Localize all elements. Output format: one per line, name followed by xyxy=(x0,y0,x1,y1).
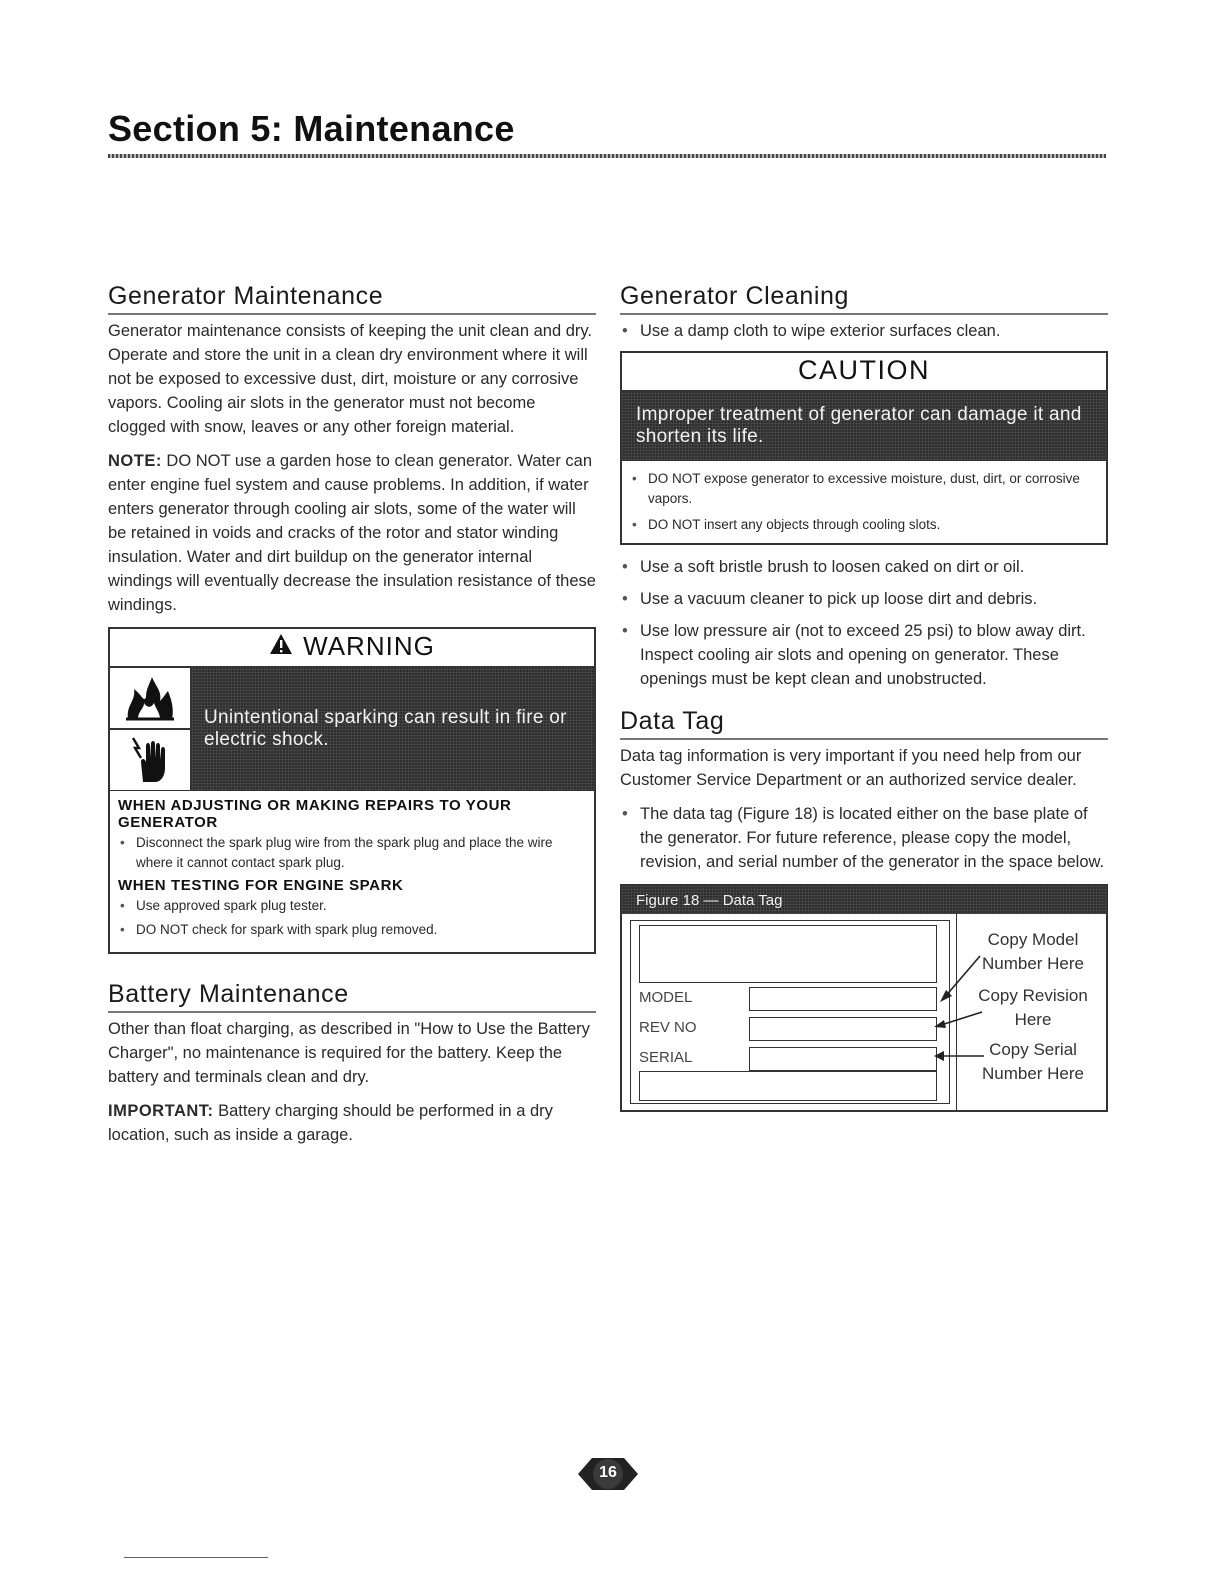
data-tag-figure xyxy=(620,884,1108,1112)
caution-list xyxy=(622,461,1106,543)
battery-maintenance-paragraph: Other than float charging, as described in "How to Use the Battery Charger", no maintenance is required for the battery. Keep the battery and terminals clean and dry. xyxy=(108,1020,590,1086)
caution-banner: Improper treatment of generator can damage it and shorten its life. xyxy=(622,390,1106,461)
callout-model: Copy Model Number Here xyxy=(981,930,1085,973)
caution-box xyxy=(620,351,1108,545)
figure-caption: Figure 18 — Data Tag xyxy=(622,886,1106,914)
page-number-badge xyxy=(578,1456,638,1492)
data-tag-paragraph: Data tag information is very important if you need help from our Customer Service Department or an authorized service dealer. xyxy=(620,747,1082,789)
electric-shock-hand-icon xyxy=(110,728,190,790)
serial-label: SERIAL xyxy=(639,1049,693,1066)
important-text: Battery charging should be performed in a dry location, such as inside a garage. xyxy=(108,1102,553,1144)
warning-sub-heading-repairs: WHEN ADJUSTING OR MAKING REPAIRS TO YOUR GENERATOR xyxy=(118,797,512,831)
list-item: • Disconnect the spark plug wire from the spark plug and place the wire where it cannot contact spark plug. xyxy=(118,833,586,873)
note-label: NOTE: xyxy=(108,452,162,470)
list-item: • The data tag (Figure 18) is located either on the base plate of the generator. For future reference, please copy the model, revision, and serial number of the generator in the space below. xyxy=(620,802,1108,874)
list-item: • Use a soft bristle brush to loosen caked on dirt or oil. xyxy=(620,555,1108,579)
list-item: • DO NOT check for spark with spark plug removed. xyxy=(118,920,586,940)
warning-banner: Unintentional sparking can result in fire or electric shock. xyxy=(192,668,594,790)
warning-sub-heading-spark: WHEN TESTING FOR ENGINE SPARK xyxy=(118,877,404,894)
warning-header xyxy=(110,629,594,668)
list-item: • DO NOT insert any objects through cooling slots. xyxy=(630,515,1098,535)
note-text: DO NOT use a garden hose to clean generator. Water can enter engine fuel system and cause problems. In addition, if water enters generator through cooling air slots, some of the water will be retained in voids and cracks of the rotor and stator winding insulation. Water and dirt buildup on the generator internal windings will eventually decrease the insulation resistance of these windings. xyxy=(108,452,596,614)
cleaning-list-bottom xyxy=(620,555,1108,691)
warning-body xyxy=(110,791,594,952)
title-rule xyxy=(108,154,1106,158)
footer-rule xyxy=(124,1557,268,1558)
list-item: • Use a vacuum cleaner to pick up loose dirt and debris. xyxy=(620,587,1108,611)
callout-revision: Copy Revision Here xyxy=(978,986,1088,1029)
warning-spark-list xyxy=(118,896,586,940)
warning-title: WARNING xyxy=(303,631,435,661)
warning-banner-row xyxy=(110,668,594,791)
page-number: 16 xyxy=(599,1464,617,1481)
left-column xyxy=(108,282,596,1157)
fire-icon xyxy=(110,668,190,728)
generator-cleaning-heading: Generator Cleaning xyxy=(620,282,1108,315)
list-item: • Use approved spark plug tester. xyxy=(118,896,586,916)
important-label: IMPORTANT: xyxy=(108,1102,214,1120)
cleaning-list-top xyxy=(620,319,1108,343)
warning-repairs-list xyxy=(118,833,586,873)
note-paragraph xyxy=(108,449,596,617)
list-item: • Use low pressure air (not to exceed 25 psi) to blow away dirt. Inspect cooling air slots and opening on generator. These openings must be kept clean and unobstructed. xyxy=(620,619,1108,691)
caution-title: CAUTION xyxy=(798,355,930,385)
warning-triangle-icon xyxy=(269,633,293,661)
warning-box xyxy=(108,627,596,954)
right-column xyxy=(620,282,1108,1112)
warning-icons xyxy=(110,668,192,790)
list-item: • DO NOT expose generator to excessive moisture, dust, dirt, or corrosive vapors. xyxy=(630,469,1098,509)
generator-maintenance-heading: Generator Maintenance xyxy=(108,282,596,315)
model-label: MODEL xyxy=(639,989,693,1006)
data-tag-heading: Data Tag xyxy=(620,707,1108,740)
callout-arrows xyxy=(622,914,1108,1110)
battery-maintenance-heading: Battery Maintenance xyxy=(108,980,596,1013)
figure-body xyxy=(622,914,1106,1110)
page-title: Section 5: Maintenance xyxy=(108,108,515,149)
data-tag-list xyxy=(620,802,1108,874)
generator-maintenance-paragraph: Generator maintenance consists of keeping the unit clean and dry. Operate and store the unit in a clean dry environment where it will not be exposed to excessive dust, dirt, moisture or any corrosive vapors. Cooling air slots in the generator must not become clogged with snow, leaves or any other foreign material. xyxy=(108,322,592,436)
important-paragraph xyxy=(108,1099,596,1147)
rev-no-label: REV NO xyxy=(639,1019,697,1036)
list-item: • Use a damp cloth to wipe exterior surfaces clean. xyxy=(620,319,1108,343)
callout-serial: Copy Serial Number Here xyxy=(981,1040,1085,1083)
